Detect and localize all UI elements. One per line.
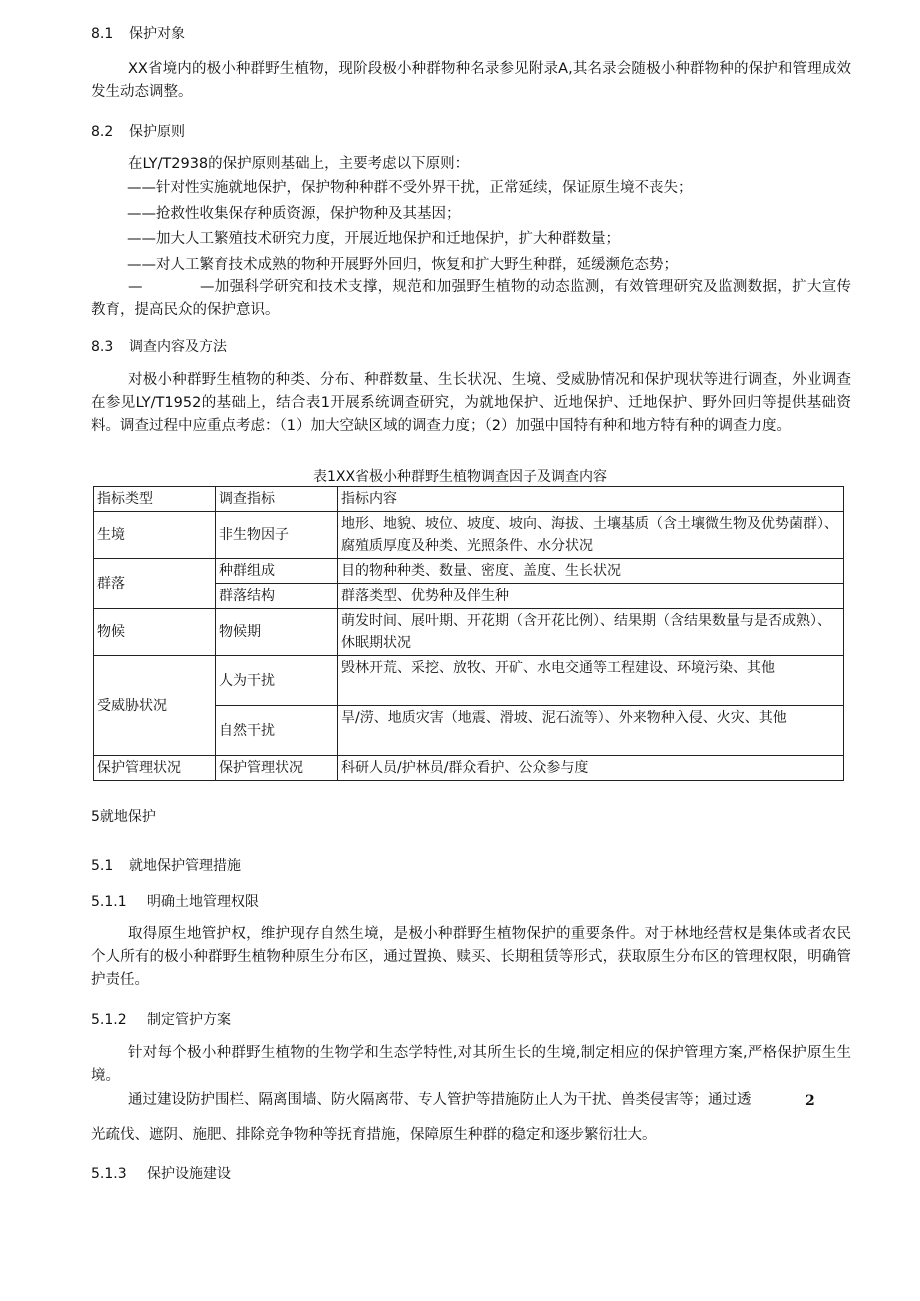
principle-item: ——加大人工繁殖技术研究力度，开展近地保护和迁地保护，扩大种群数量；: [127, 231, 620, 247]
principle-item: ——抢救性收集保存种质资源，保护物种及其基因；: [127, 205, 461, 222]
paragraph-management-plan: 针对每个极小种群野生植物的生物学和生态学特性,对其所生长的生境,制定相应的保护管理方案,严格保护原生生境。: [91, 1045, 851, 1084]
section-heading-8-3: 8.3 调查内容及方法: [91, 339, 227, 355]
survey-factors-table: [93, 486, 844, 781]
chapter-heading-5: 5就地保护: [91, 809, 156, 825]
table-cell-indicator: 人为干扰: [216, 656, 338, 706]
paragraph-protection-object: XX省境内的极小种群野生植物，现阶段极小种群物种名录参见附录A,其名录会随极小种群物种的保护和管理成效发生动态调整。: [91, 61, 851, 100]
section-heading-8-2: 8.2 保护原则: [91, 124, 185, 140]
table-header-row: [94, 487, 844, 512]
principles-intro: 在LY/T2938的保护原则基础上，主要考虑以下原则：: [128, 156, 470, 172]
section-heading-8-1: 8.1 保护对象: [91, 26, 185, 42]
table-row: [94, 559, 844, 584]
table-cell-type: 生境: [94, 512, 216, 559]
principles-list: [127, 176, 851, 278]
principle-item: ——针对性实施就地保护，保护物种种群不受外界干扰，正常延续，保证原生境不丧失；: [127, 180, 693, 196]
table-cell-type: 群落: [94, 559, 216, 609]
table-cell-indicator: 物候期: [216, 609, 338, 656]
table-cell-type: 保护管理状况: [94, 756, 216, 781]
table-cell-type: 物候: [94, 609, 216, 656]
table-row: [94, 609, 844, 656]
table-cell-indicator: 非生物因子: [216, 512, 338, 559]
table-cell-indicator: 保护管理状况: [216, 756, 338, 781]
table-header-cell: 调查指标: [216, 487, 338, 512]
section-heading-5-1: 5.1 就地保护管理措施: [91, 858, 241, 874]
table-cell-content: 目的物种种类、数量、密度、盖度、生长状况: [338, 559, 844, 584]
table-header-cell: 指标类型: [94, 487, 216, 512]
paragraph-measures: 通过建设防护围栏、隔离围墙、防火隔离带、专人管护等措施防止人为干扰、兽类侵害等；通过透: [128, 1092, 752, 1108]
table-header-cell: 指标内容: [338, 487, 844, 512]
table-cell-indicator: 自然干扰: [216, 706, 338, 756]
table-cell-content: 地形、地貌、坡位、坡度、坡向、海拔、土壤基质（含土壤微生物及优势菌群）、腐殖质厚度及种类、光照条件、水分状况: [338, 512, 844, 559]
principle-item: ——对人工繁育技术成熟的物种开展野外回归，恢复和扩大野生种群，延缓濒危态势；: [127, 256, 678, 273]
principle-item-dash: —: [128, 279, 143, 295]
table-cell-content: 毁林开荒、采挖、放牧、开矿、水电交通等工程建设、环境污染、其他: [338, 656, 844, 706]
table-cell-content: 萌发时间、展叶期、开花期（含开花比例）、结果期（含结果数量与是否成熟）、休眠期状况: [338, 609, 844, 656]
principle-item-last: —加强科学研究和技术支撑，规范和加强野生植物的动态监测，有效管理研究及监测数据，扩大宣传教育，提高民众的保护意识。: [91, 279, 851, 318]
section-heading-5-1-3: 5.1.3 保护设施建设: [91, 1166, 231, 1182]
table-cell-indicator: 群落结构: [216, 584, 338, 609]
page-number: 2: [805, 1093, 815, 1109]
table-cell-content: 群落类型、优势种及伴生种: [338, 584, 844, 609]
table-caption: 表1XX省极小种群野生植物调查因子及调查内容: [312, 469, 608, 485]
table-row: [94, 656, 844, 706]
table-cell-content: 科研人员/护林员/群众看护、公众参与度: [338, 756, 844, 781]
paragraph-land-rights: 取得原生地管护权，维护现存自然生境，是极小种群野生植物保护的重要条件。对于林地经营权是集体或者农民个人所有的极小种群野生植物种原生分布区，通过置换、赎买、长期租赁等形式，获取原生分布区的管理权限，明确管护责任。: [91, 926, 851, 988]
paragraph-survey-method: 对极小种群野生植物的种类、分布、种群数量、生长状况、生境、受威胁情况和保护现状等进行调查，外业调查在参见LY/T1952的基础上，结合表1开展系统调查研究，为就地保护、近地保护、迁地保护、野外回归等提供基础资料。调查过程中应重点考虑：（1）加大空缺区域的调查力度；（2）加强中国特有种和地方特有种的调查力度。: [91, 372, 851, 434]
section-heading-5-1-2: 5.1.2 制定管护方案: [91, 1012, 231, 1028]
table-row: [94, 512, 844, 559]
paragraph-measures-continued: 光疏伐、遮阴、施肥、排除竞争物种等抚育措施，保障原生种群的稳定和逐步繁衍壮大。: [91, 1127, 657, 1143]
table-row: [94, 756, 844, 781]
table-cell-content: 旱/涝、地质灾害（地震、滑坡、泥石流等）、外来物种入侵、火灾、其他: [338, 706, 844, 756]
table-cell-indicator: 种群组成: [216, 559, 338, 584]
table-cell-type: 受威胁状况: [94, 656, 216, 756]
section-heading-5-1-1: 5.1.1 明确土地管理权限: [91, 894, 259, 910]
